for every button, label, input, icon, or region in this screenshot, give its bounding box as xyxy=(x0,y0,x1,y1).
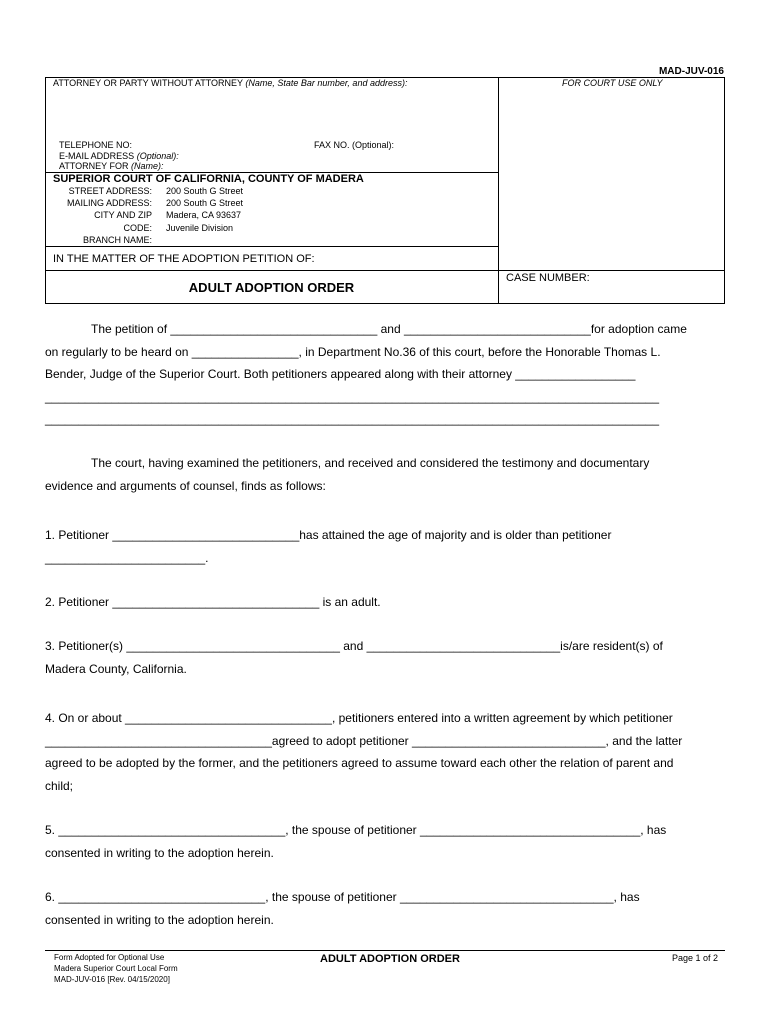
branch-name-label: BRANCH NAME: xyxy=(82,234,152,245)
body-line: consented in writing to the adoption herein. xyxy=(45,845,274,860)
body-line: 6. _______________________________, the spouse of petitioner ________________________________, has xyxy=(45,890,640,904)
footer-revision-text: MAD-JUV-016 [Rev. 04/15/2020] xyxy=(54,975,170,984)
body-line: child; xyxy=(45,778,74,793)
court-name: SUPERIOR COURT OF CALIFORNIA, COUNTY OF MADERA xyxy=(53,173,364,185)
footer-title: ADULT ADOPTION ORDER xyxy=(320,953,460,965)
body-line: 3. Petitioner(s) ________________________________ and _____________________________is/are resident(s) of xyxy=(45,639,663,653)
body-line: Bender, Judge of the Superior Court. Both petitioners appeared along with their attorney __________________ xyxy=(45,367,636,381)
mailing-address-value: 200 South G Street xyxy=(166,198,244,209)
caption-bottom-border xyxy=(45,303,725,304)
body-line: Madera County, California. xyxy=(45,661,187,676)
findings-paragraph xyxy=(45,456,717,501)
petition-paragraph xyxy=(45,322,717,435)
attorney-label-paren: (Name, State Bar number, and address): xyxy=(245,78,408,88)
footer-left xyxy=(54,952,178,985)
body-line: on regularly to be heard on ________________, in Department No.36 of this court, before the Honorable Thomas L. xyxy=(45,344,661,359)
body-line: ____________________________________________________________________________________________ xyxy=(45,412,659,426)
fax-label: FAX NO. (Optional): xyxy=(314,140,395,150)
body-line: ________________________. xyxy=(45,550,209,565)
attorney-for-label xyxy=(59,161,164,171)
body-line: 5. __________________________________, the spouse of petitioner _________________________________, has xyxy=(45,823,667,837)
attorney-for-text: ATTORNEY FOR xyxy=(59,161,129,171)
telephone-label: TELEPHONE NO: xyxy=(59,140,133,150)
court-use-label: FOR COURT USE ONLY xyxy=(562,78,663,88)
attorney-for-paren: (Name): xyxy=(131,161,164,171)
city-zip-value: Madera, CA 93637 xyxy=(166,210,242,221)
form-id: MAD-JUV-016 xyxy=(658,66,724,77)
mailing-address-label: MAILING ADDRESS: xyxy=(66,198,152,209)
finding-item-6 xyxy=(45,890,717,935)
attorney-label xyxy=(53,78,407,88)
email-label-paren: (Optional): xyxy=(136,151,179,161)
finding-item-3 xyxy=(45,639,717,684)
court-values xyxy=(166,185,243,234)
body-line: consented in writing to the adoption herein. xyxy=(45,912,274,927)
matter-label: IN THE MATTER OF THE ADOPTION PETITION OF: xyxy=(53,253,315,265)
finding-item-4 xyxy=(45,711,717,801)
body-line: 2. Petitioner _______________________________ is an adult. xyxy=(45,595,381,609)
caption-divider-3 xyxy=(45,270,725,271)
email-label xyxy=(59,151,179,161)
body-line: 4. On or about _______________________________, petitioners entered into a written agreement by which petitioner xyxy=(45,711,673,725)
body-line: ____________________________________________________________________________________________ xyxy=(45,389,659,404)
document-title: ADULT ADOPTION ORDER xyxy=(188,280,355,295)
body-line: evidence and arguments of counsel, finds as follows: xyxy=(45,478,326,493)
court-labels xyxy=(45,185,152,246)
email-label-text: E-MAIL ADDRESS xyxy=(59,151,135,161)
city-zip-label: CITY AND ZIP xyxy=(94,210,152,221)
finding-item-2 xyxy=(45,595,717,618)
street-address-value: 200 South G Street xyxy=(166,186,244,196)
footer-rule xyxy=(45,950,725,951)
code-value: Juvenile Division xyxy=(166,222,234,233)
body-line: The court, having examined the petitioners, and received and considered the testimony and documentary xyxy=(91,456,650,470)
body-line: 1. Petitioner ____________________________has attained the age of majority and is older than petitioner xyxy=(45,528,612,542)
attorney-label-text: ATTORNEY OR PARTY WITHOUT ATTORNEY xyxy=(53,78,243,88)
finding-item-5 xyxy=(45,823,717,868)
code-label: CODE: xyxy=(123,222,152,233)
page-number: Page 1 of 2 xyxy=(671,953,718,963)
body-line: __________________________________agreed to adopt petitioner _____________________________, and the latter xyxy=(45,733,683,748)
finding-item-1 xyxy=(45,528,717,573)
case-number-label: CASE NUMBER: xyxy=(506,272,590,284)
body-line: The petition of _______________________________ and ____________________________for adoption came xyxy=(91,322,687,336)
caption-divider-2 xyxy=(45,246,498,247)
street-address-label: STREET ADDRESS: xyxy=(68,186,152,196)
body-line: agreed to be adopted by the former, and the petitioners agreed to assume toward each other the relation of parent and xyxy=(45,756,674,770)
footer-adopted-text: Form Adopted for Optional Use xyxy=(54,953,165,962)
footer-local-form-text: Madera Superior Court Local Form xyxy=(54,964,178,973)
